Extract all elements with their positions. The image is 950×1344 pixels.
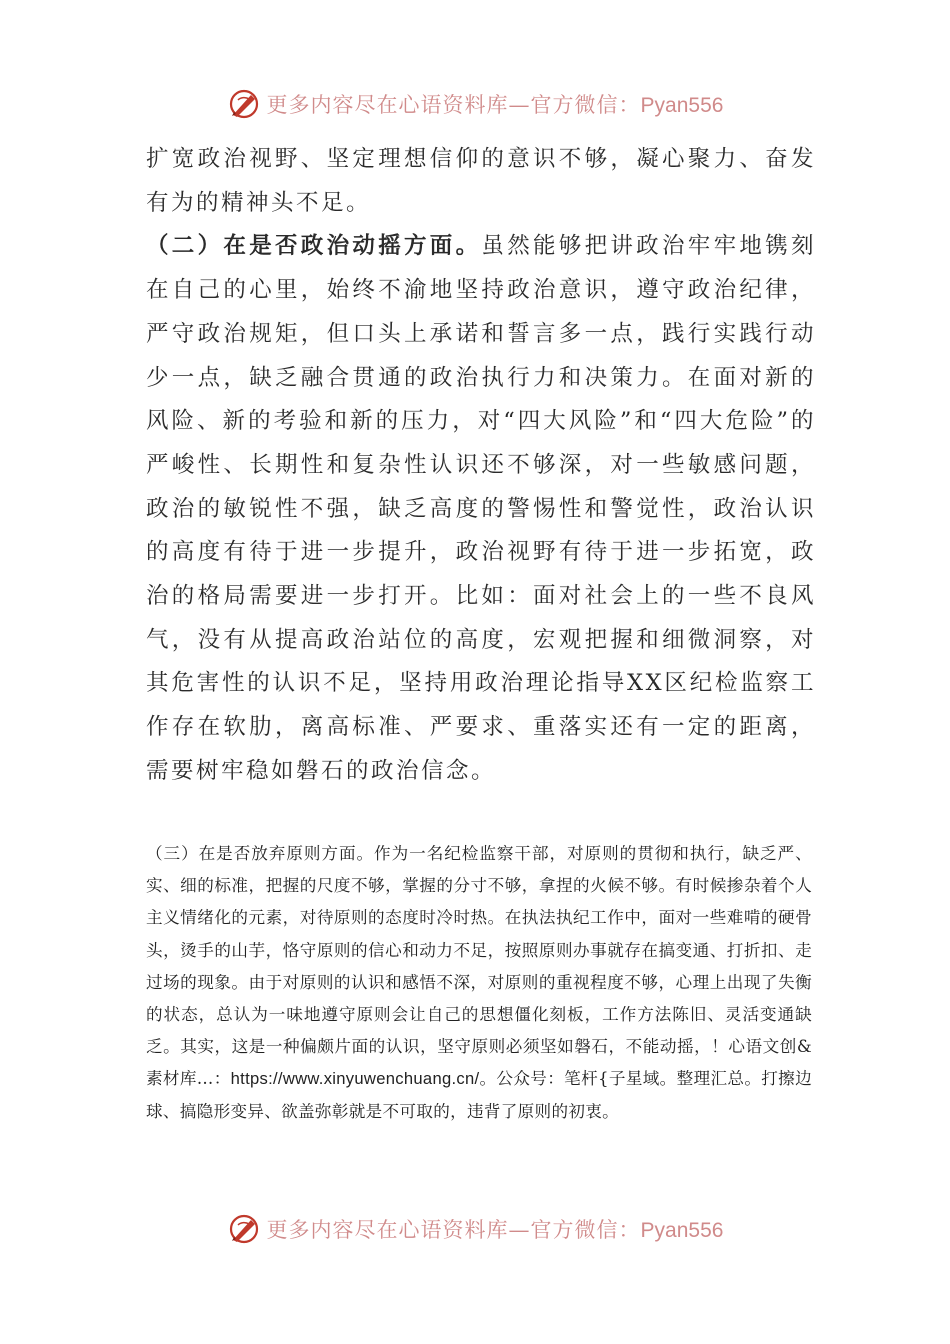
paragraph-3-part1: （三）在是否放弃原则方面。作为一名纪检监察干部，对原则的贯彻和执行，缺乏严、实、细的标准，把握的尺度不够，掌握的分寸不够，拿捏的火候不够。有时候掺杂着个人主义情绪化的元素，对待原则的态度时冷时热。在执法执纪工作中，面对一些难啃的硬骨头，烫手的山芋，恪守原则的信心和动力不足，按照原则办事就存在搞变通、打折扣、走过场的现象。由于对原则的认识和感悟不深，对原则的重视程度不够，心理上出现了失衡的状态，总认为一味地遵守原则会让自己的思想僵化刻板，工作方法陈旧、灵活变通缺乏。其实，这是一种偏颇片面的认识，坚守原则必须坚如磐石，不能动摇，！心语文创&素材库…： <box>146 844 812 1089</box>
header-wechat-id: Pyan556 <box>640 94 724 117</box>
pen-logo-icon <box>227 1212 261 1246</box>
paragraph-3-part2: 。公众号：笔杆{子星域。整理汇总。打擦边球、搞隐形变异、欲盖弥彰就是不可取的，违背了原则的初衷。 <box>146 1069 812 1121</box>
paragraph-3-url: https://www.xinyuwenchuang.cn/ <box>230 1069 480 1089</box>
header-banner-text <box>267 89 724 119</box>
footer-banner <box>0 1209 950 1249</box>
footer-banner-label: 更多内容尽在心语资料库—官方微信： <box>266 1218 641 1242</box>
paragraph-1: 扩宽政治视野、坚定理想信仰的意识不够，凝心聚力、奋发有为的精神头不足。 <box>146 146 816 216</box>
paragraph-2-body: 虽然能够把讲政治牢牢地镌刻在自己的心里，始终不渝地坚持政治意识，遵守政治纪律，严守政治规矩，但口头上承诺和誓言多一点，践行实践行动少一点，缺乏融合贯通的政治执行力和决策力。在面对新的风险、新的考验和新的压力，对“四大风险”和“四大危险”的严峻性、长期性和复杂性认识还不够深，对一些敏感问题，政治的敏锐性不强，缺乏高度的警惕性和警觉性，政治认识的高度有待于进一步提升，政治视野有待于进一步拓宽，政治的格局需要进一步打开。比如：面对社会上的一些不良风气，没有从提高政治站位的高度，宏观把握和细微洞察，对其危害性的认识不足，坚持用政治理论指导XX区纪检监察工作存在软肋，离高标准、严要求、重落实还有一定的距离，需要树牢稳如磐石的政治信念。 <box>146 233 816 784</box>
paragraph-2 <box>146 225 816 793</box>
footer-wechat-id: Pyan556 <box>640 1219 724 1242</box>
pen-logo-icon <box>227 87 261 121</box>
main-body-small <box>146 838 812 1128</box>
header-banner <box>0 84 950 124</box>
main-body-large <box>146 138 816 794</box>
paragraph-3 <box>146 838 812 1128</box>
header-banner-label: 更多内容尽在心语资料库—官方微信： <box>266 93 641 117</box>
paragraph-2-heading: （二）在是否政治动摇方面。 <box>146 233 482 260</box>
footer-banner-text <box>267 1214 724 1244</box>
